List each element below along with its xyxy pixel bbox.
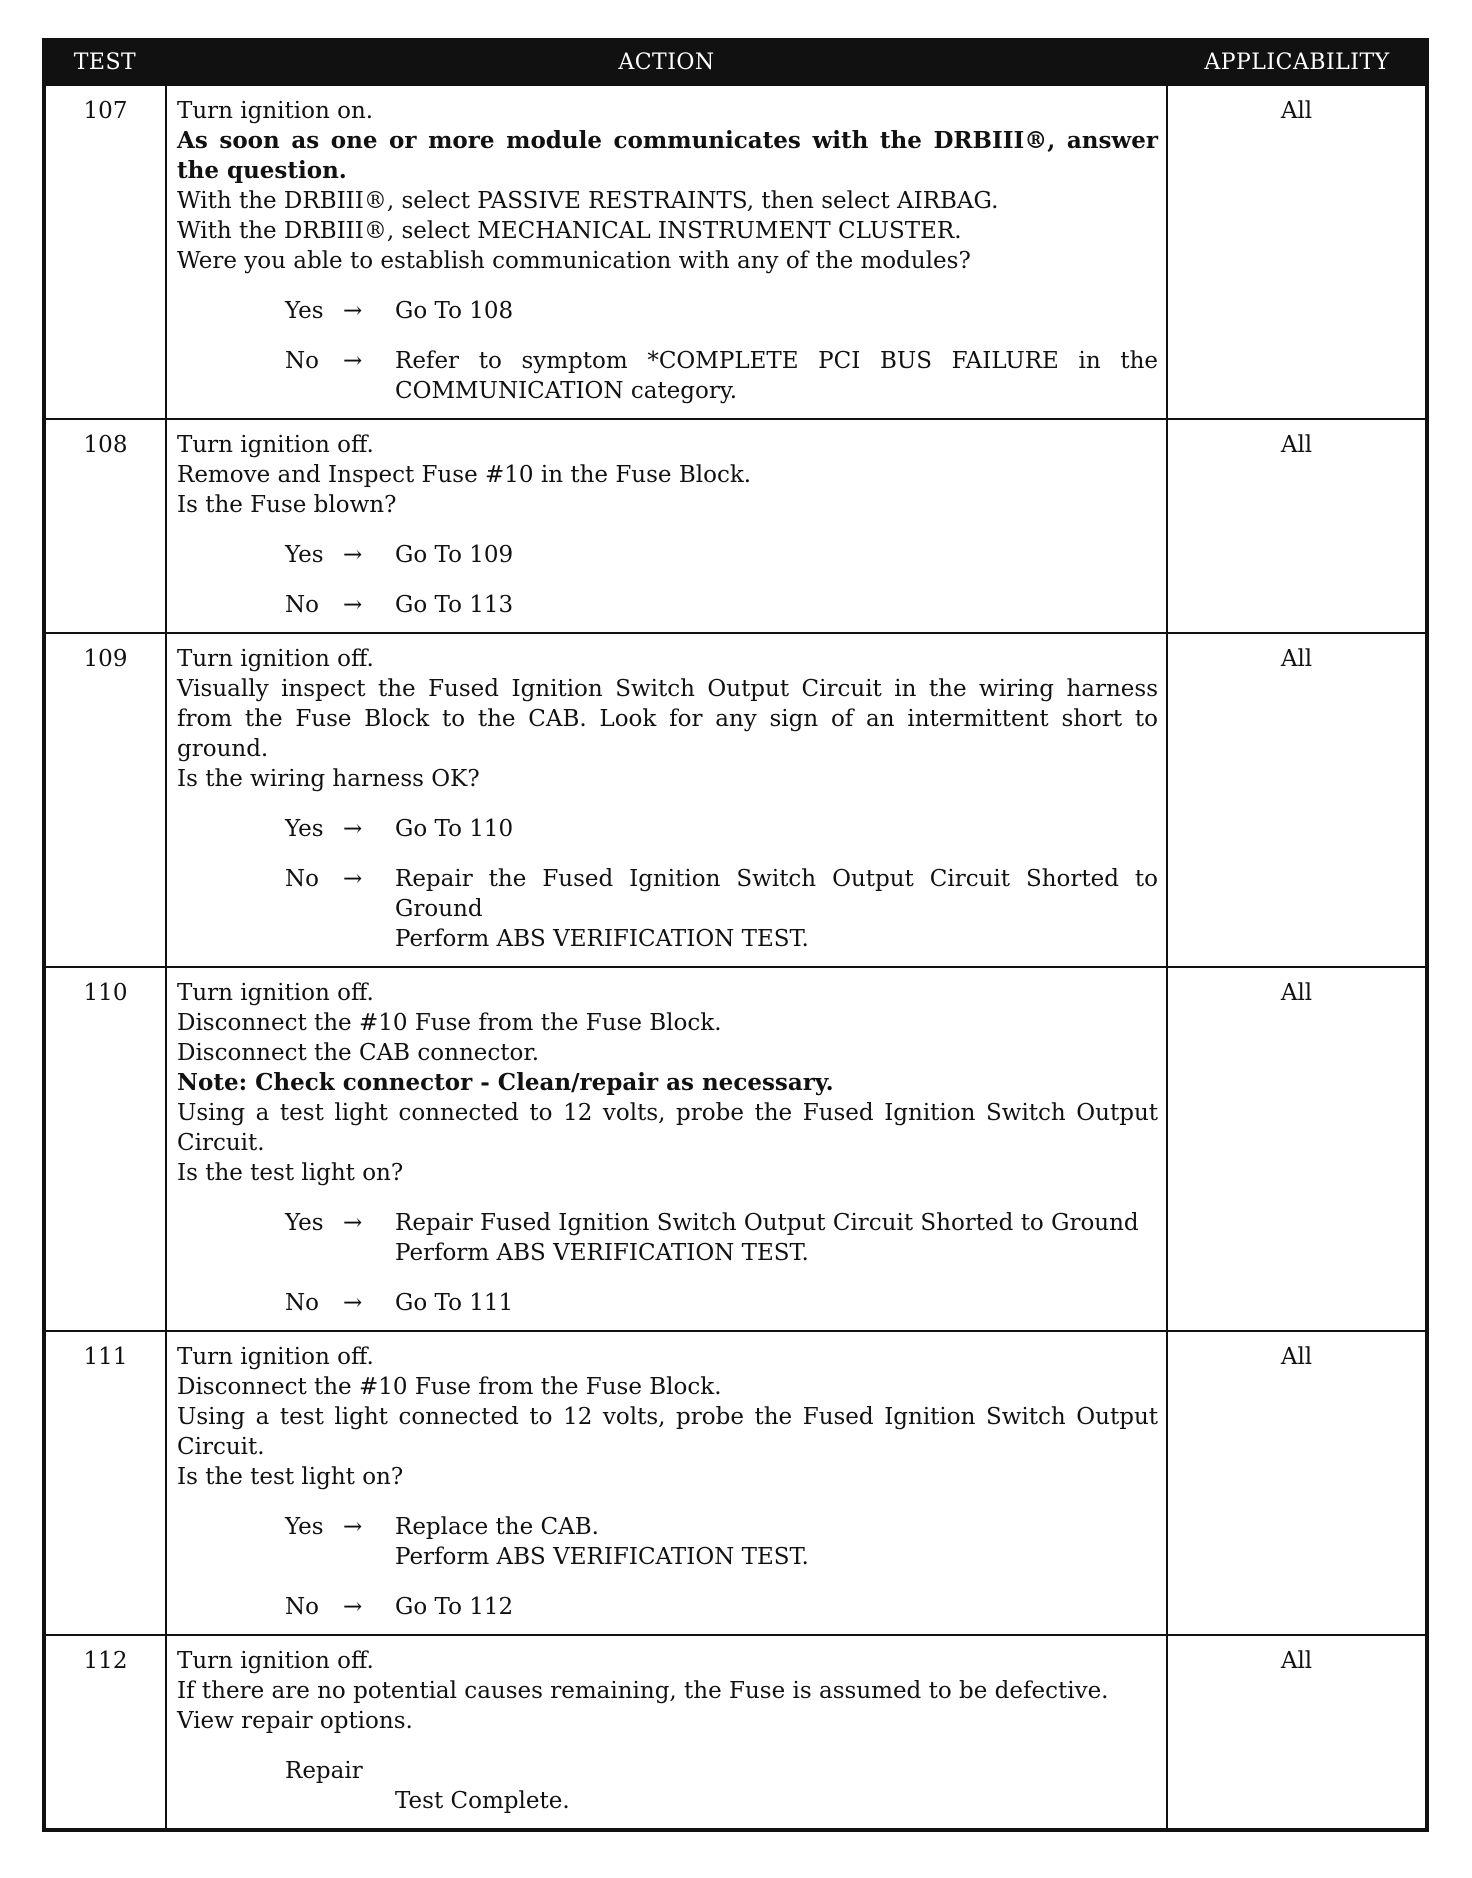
header-applicability: APPLICABILITY bbox=[1167, 40, 1427, 84]
outcome-line: Replace the CAB. bbox=[395, 1514, 599, 1540]
applicability-value: All bbox=[1167, 633, 1427, 967]
answer-outcome bbox=[395, 1288, 1158, 1318]
action-step: Disconnect the #10 Fuse from the Fuse Block. bbox=[177, 1374, 722, 1400]
action-step: Disconnect the #10 Fuse from the Fuse Block. bbox=[177, 1010, 722, 1036]
arrow-icon: → bbox=[343, 1290, 363, 1316]
header-test: TEST bbox=[44, 40, 166, 84]
answer-outcome bbox=[395, 296, 1158, 326]
action-step: Is the test light on? bbox=[177, 1464, 404, 1490]
action-cell bbox=[166, 84, 1167, 419]
action-cell bbox=[166, 633, 1167, 967]
answer-no bbox=[285, 864, 1158, 954]
applicability-value: All bbox=[1167, 84, 1427, 419]
answer-outcome bbox=[395, 1592, 1158, 1622]
arrow-icon: → bbox=[343, 1514, 363, 1540]
action-step: Is the test light on? bbox=[177, 1160, 404, 1186]
diagnostic-test-table bbox=[42, 38, 1425, 1832]
outcome-line: Go To 111 bbox=[395, 1290, 514, 1316]
answer-label: No bbox=[285, 592, 319, 618]
outcome-line: Go To 113 bbox=[395, 592, 514, 618]
answer-label: No bbox=[285, 348, 319, 374]
answer-outcome bbox=[395, 1208, 1158, 1268]
repair-label: Repair bbox=[285, 1758, 363, 1784]
action-step: Using a test light connected to 12 volts, probe the Fused Ignition Switch Output Circuit. bbox=[177, 1100, 1158, 1156]
outcome-line: Repair Fused Ignition Switch Output Circuit Shorted to Ground bbox=[395, 1210, 1139, 1236]
answer-list bbox=[177, 814, 1158, 954]
arrow-icon: → bbox=[343, 866, 363, 892]
answer-outcome bbox=[395, 864, 1158, 954]
table-body bbox=[44, 84, 1427, 1830]
outcome-line: Perform ABS VERIFICATION TEST. bbox=[395, 1544, 809, 1570]
applicability-value: All bbox=[1167, 967, 1427, 1331]
arrow-icon: → bbox=[343, 592, 363, 618]
answer-no bbox=[285, 346, 1158, 406]
repair-options bbox=[285, 1756, 1158, 1816]
test-number: 112 bbox=[44, 1635, 166, 1830]
test-number: 109 bbox=[44, 633, 166, 967]
action-step: Remove and Inspect Fuse #10 in the Fuse Block. bbox=[177, 462, 752, 488]
arrow-icon: → bbox=[343, 816, 363, 842]
test-number: 108 bbox=[44, 419, 166, 633]
applicability-value: All bbox=[1167, 419, 1427, 633]
answer-list bbox=[177, 540, 1158, 620]
table-row bbox=[44, 419, 1427, 633]
answer-label: No bbox=[285, 1290, 319, 1316]
action-step: Turn ignition off. bbox=[177, 1344, 374, 1370]
repair-result: Test Complete. bbox=[395, 1788, 570, 1814]
answer-yes bbox=[285, 296, 1158, 326]
action-cell bbox=[166, 1635, 1167, 1830]
table-row bbox=[44, 1331, 1427, 1635]
answer-no bbox=[285, 1592, 1158, 1622]
answer-yes bbox=[285, 1208, 1158, 1268]
header-action: ACTION bbox=[166, 40, 1167, 84]
action-step: Turn ignition off. bbox=[177, 1648, 374, 1674]
action-step: Is the Fuse blown? bbox=[177, 492, 397, 518]
arrow-icon: → bbox=[343, 1210, 363, 1236]
answer-outcome bbox=[395, 814, 1158, 844]
answer-label: Yes bbox=[285, 542, 324, 568]
answer-outcome bbox=[395, 346, 1158, 406]
answer-outcome bbox=[395, 1512, 1158, 1572]
action-cell bbox=[166, 419, 1167, 633]
action-step: Were you able to establish communication with any of the modules? bbox=[177, 248, 971, 274]
action-step: Is the wiring harness OK? bbox=[177, 766, 480, 792]
action-step: Turn ignition off. bbox=[177, 432, 374, 458]
answer-label: Yes bbox=[285, 1210, 324, 1236]
action-cell bbox=[166, 967, 1167, 1331]
arrow-icon: → bbox=[343, 298, 363, 324]
applicability-value: All bbox=[1167, 1635, 1427, 1830]
outcome-line: Refer to symptom *COMPLETE PCI BUS FAILURE in the COMMUNICATION category. bbox=[395, 348, 1158, 404]
arrow-icon: → bbox=[343, 348, 363, 374]
answer-no bbox=[285, 590, 1158, 620]
table-row bbox=[44, 633, 1427, 967]
test-number: 110 bbox=[44, 967, 166, 1331]
action-step: With the DRBIII®, select PASSIVE RESTRAINTS, then select AIRBAG. bbox=[177, 188, 999, 214]
outcome-line: Go To 109 bbox=[395, 542, 514, 568]
outcome-line: Go To 108 bbox=[395, 298, 514, 324]
answer-list bbox=[177, 1512, 1158, 1622]
table-row bbox=[44, 84, 1427, 419]
answer-label: Yes bbox=[285, 1514, 324, 1540]
table-row bbox=[44, 967, 1427, 1331]
action-step: View repair options. bbox=[177, 1708, 413, 1734]
action-note: Note: Check connector - Clean/repair as necessary. bbox=[177, 1069, 834, 1096]
table-row bbox=[44, 1635, 1427, 1830]
table-header bbox=[44, 40, 1427, 84]
answer-label: Yes bbox=[285, 816, 324, 842]
action-cell bbox=[166, 1331, 1167, 1635]
action-step: If there are no potential causes remaining, the Fuse is assumed to be defective. bbox=[177, 1678, 1109, 1704]
answer-no bbox=[285, 1288, 1158, 1318]
action-note: As soon as one or more module communicates with the DRBIII®, answer the question. bbox=[177, 127, 1158, 184]
outcome-line: Go To 110 bbox=[395, 816, 514, 842]
answer-label: No bbox=[285, 866, 319, 892]
action-step: Turn ignition off. bbox=[177, 980, 374, 1006]
answer-outcome bbox=[395, 590, 1158, 620]
test-number: 111 bbox=[44, 1331, 166, 1635]
action-step: Visually inspect the Fused Ignition Switch Output Circuit in the wiring harness from the Fuse Block to the CAB. Look for any sign of an intermittent short to ground. bbox=[177, 676, 1158, 762]
test-table bbox=[42, 38, 1429, 1832]
outcome-line: Perform ABS VERIFICATION TEST. bbox=[395, 1240, 809, 1266]
arrow-icon: → bbox=[343, 542, 363, 568]
answer-list bbox=[177, 1208, 1158, 1318]
answer-label: No bbox=[285, 1594, 319, 1620]
test-number: 107 bbox=[44, 84, 166, 419]
action-step: Turn ignition on. bbox=[177, 98, 374, 124]
applicability-value: All bbox=[1167, 1331, 1427, 1635]
outcome-line: Go To 112 bbox=[395, 1594, 514, 1620]
answer-yes bbox=[285, 540, 1158, 570]
action-step: Disconnect the CAB connector. bbox=[177, 1040, 540, 1066]
outcome-line: Repair the Fused Ignition Switch Output Circuit Shorted to Ground bbox=[395, 866, 1158, 922]
action-step: Using a test light connected to 12 volts, probe the Fused Ignition Switch Output Circuit. bbox=[177, 1404, 1158, 1460]
action-step: Turn ignition off. bbox=[177, 646, 374, 672]
answer-label: Yes bbox=[285, 298, 324, 324]
outcome-line: Perform ABS VERIFICATION TEST. bbox=[395, 926, 809, 952]
answer-yes bbox=[285, 1512, 1158, 1572]
arrow-icon: → bbox=[343, 1594, 363, 1620]
answer-list bbox=[177, 296, 1158, 406]
answer-outcome bbox=[395, 540, 1158, 570]
answer-yes bbox=[285, 814, 1158, 844]
action-step: With the DRBIII®, select MECHANICAL INSTRUMENT CLUSTER. bbox=[177, 218, 962, 244]
